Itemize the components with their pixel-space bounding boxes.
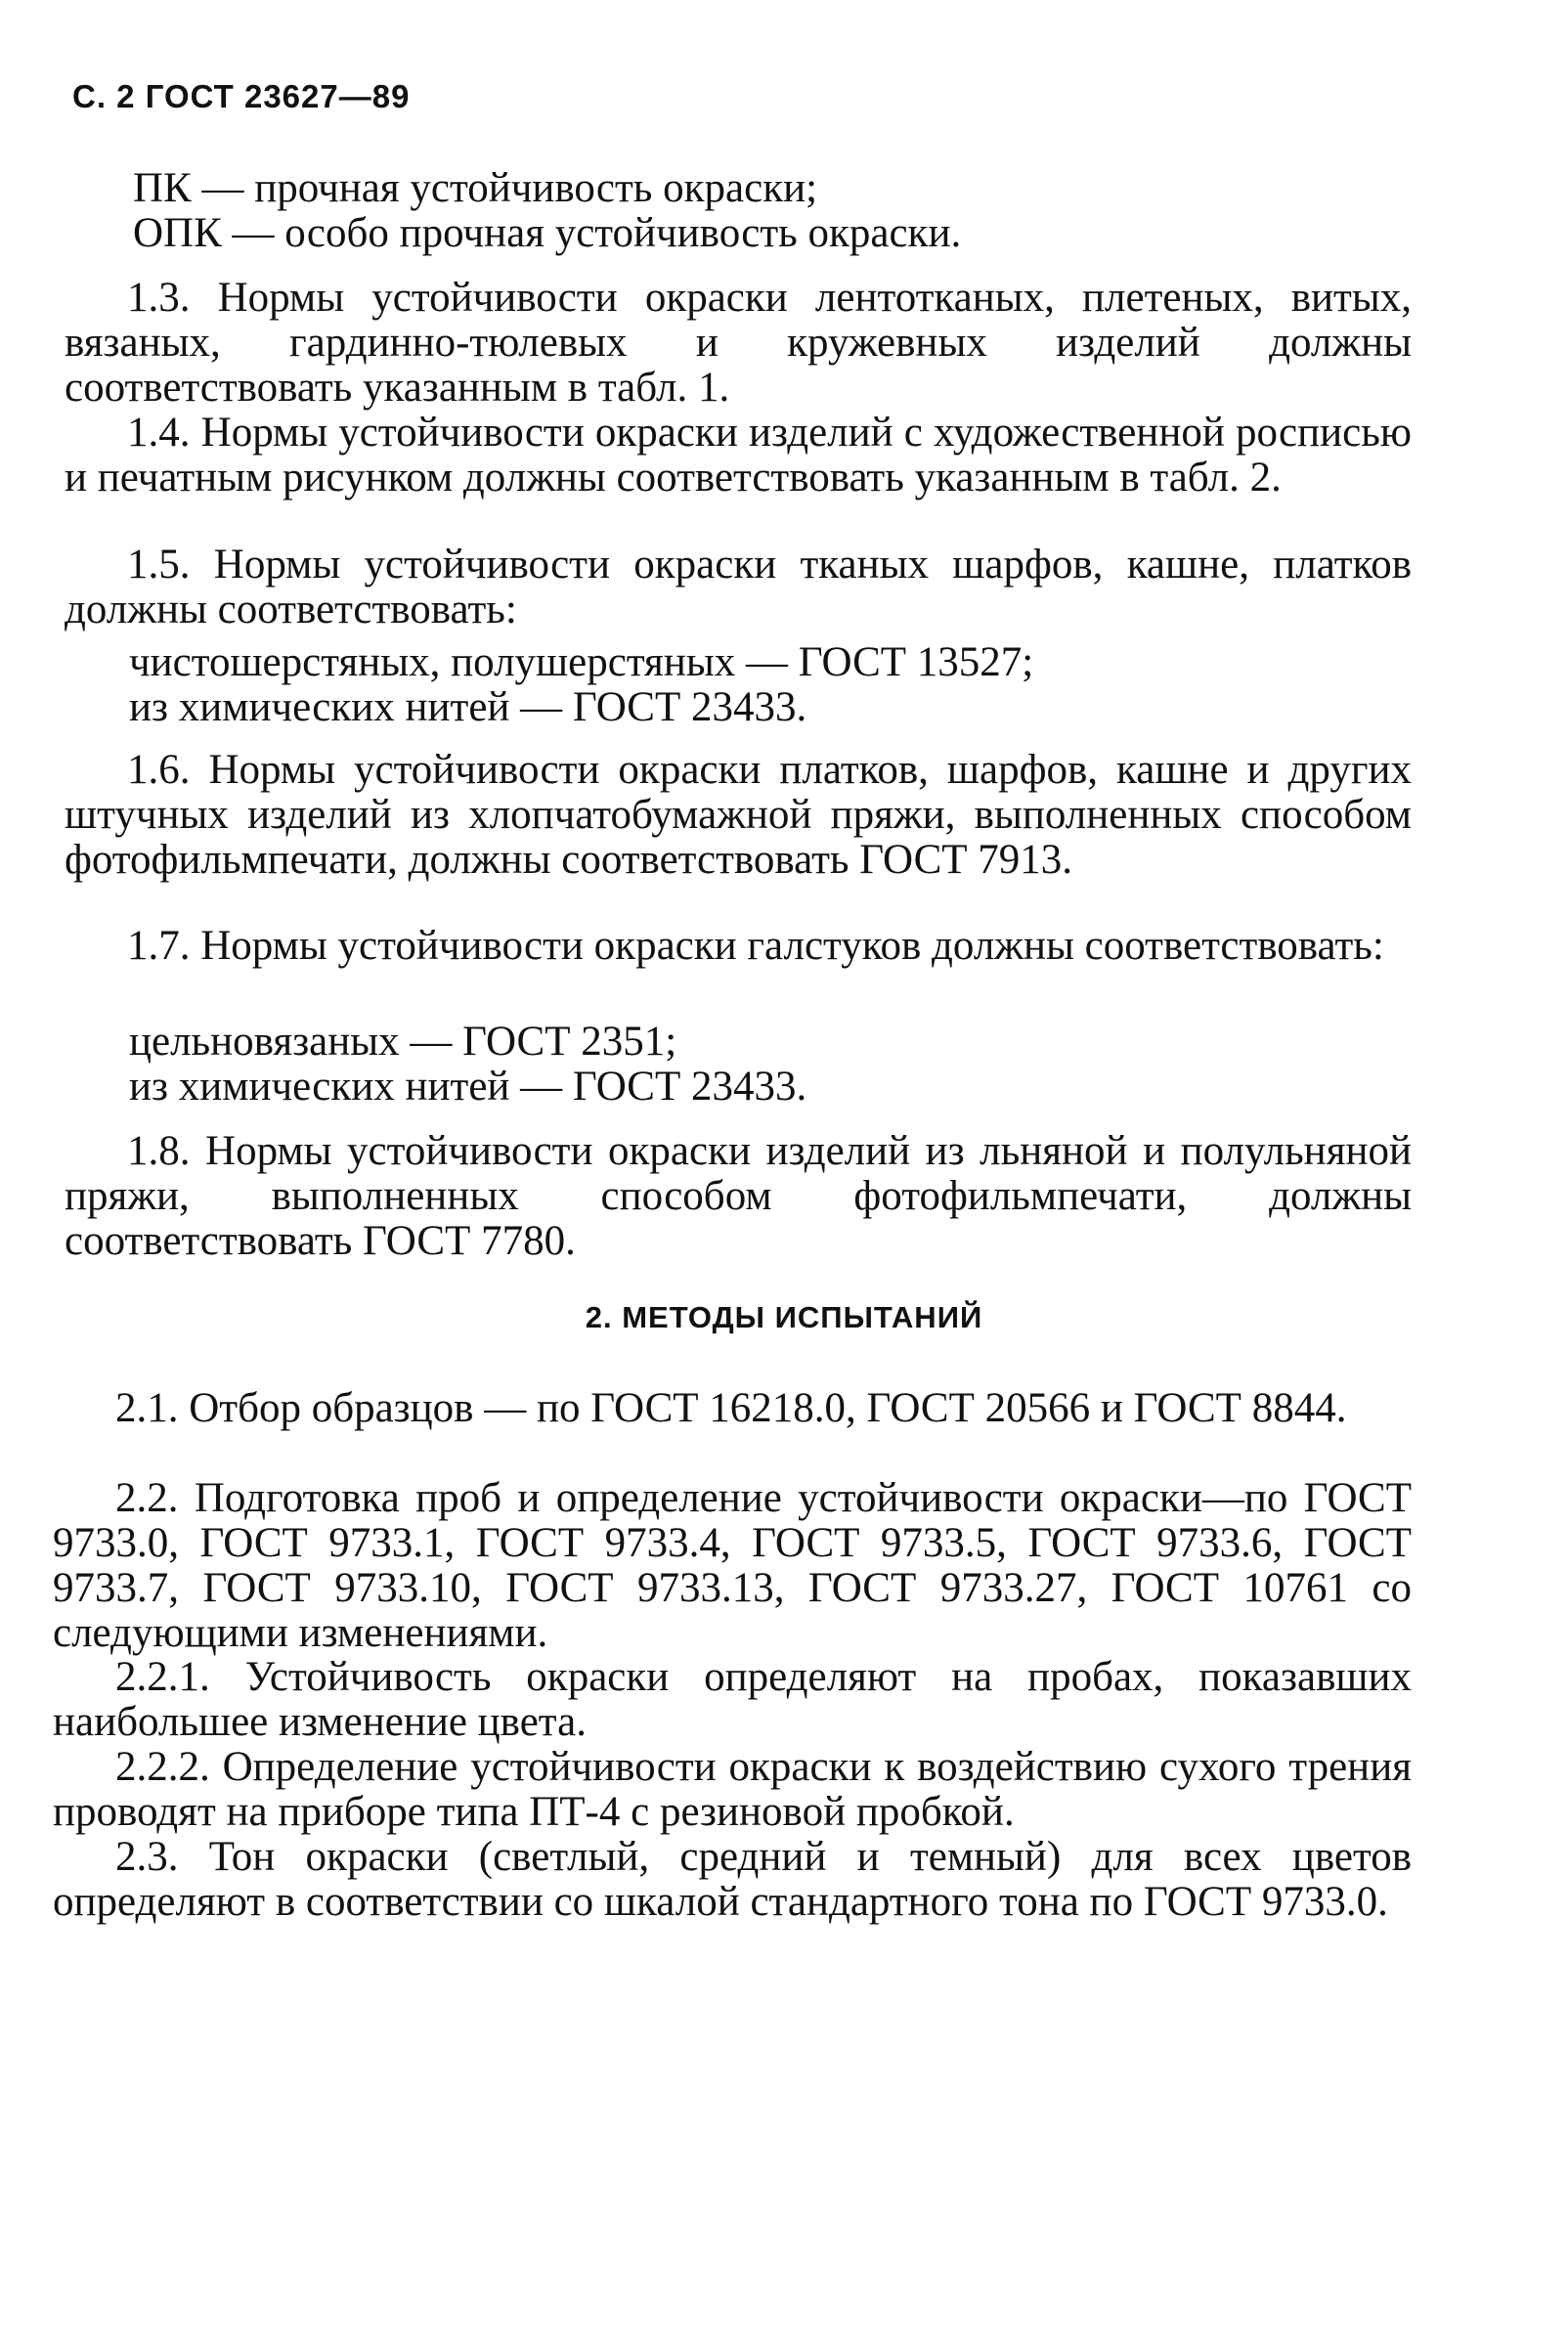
paragraph-1-7: 1.7. Нормы устойчивости окраски галстуков должны соответствовать: [127, 923, 1384, 969]
list-item: чистошерстяных, полушерстяных — ГОСТ 13527; [129, 639, 1034, 685]
paragraph-2-3: 2.3. Тон окраски (светлый, средний и темный) для всех цветов определяют в соответствии со шкалой стандартного тона по ГОСТ 9733.0. [53, 1834, 1412, 1925]
paragraph-2-2: 2.2. Подготовка проб и определение устойчивости окраски—по ГОСТ 9733.0, ГОСТ 9733.1, ГОСТ 9733.4, ГОСТ 9733.5, ГОСТ 9733.6, ГОСТ 9733.7, ГОСТ 9733.10, ГОСТ 9733.13, ГОСТ 9733.27, ГОСТ 10761 со следующими изменениями. [53, 1475, 1412, 1656]
paragraph-2-2-1: 2.2.1. Устойчивость окраски определяют на пробах, показавших наибольшее изменение цвета. [53, 1654, 1412, 1745]
paragraph-1-3: 1.3. Нормы устойчивости окраски лентотканых, плетеных, витых, вязаных, гардинно-тюлевых и кружевных изделий должны соответствовать указанным в табл. 1. [65, 275, 1412, 411]
list-1-7 [65, 1020, 1412, 1110]
definition-pk: ПК — прочная устойчивость окраски; [133, 165, 818, 211]
list-item: из химических нитей — ГОСТ 23433. [129, 684, 807, 730]
paragraph-1-4: 1.4. Нормы устойчивости окраски изделий с художественной росписью и печатным рисунком должны соответствовать указанным в табл. 2. [65, 410, 1412, 501]
paragraph-1-6: 1.6. Нормы устойчивости окраски платков, шарфов, кашне и других штучных изделий из хлопчатобумажной пряжи, выполненных способом фотофильмпечати, должны соответствовать ГОСТ 7913. [65, 747, 1412, 883]
section-title: 2. МЕТОДЫ ИСПЫТАНИЙ [585, 1300, 983, 1334]
paragraph-1-8: 1.8. Нормы устойчивости окраски изделий из льняной и полульняной пряжи, выполненных способом фотофильмпечати, должны соответствовать ГОСТ 7780. [65, 1128, 1412, 1264]
list-item: цельновязаных — ГОСТ 2351; [129, 1019, 677, 1065]
paragraph-1-5: 1.5. Нормы устойчивости окраски тканых шарфов, кашне, платков должны соответствовать: [65, 542, 1412, 632]
list-1-5 [65, 640, 1412, 730]
list-item: из химических нитей — ГОСТ 23433. [129, 1064, 807, 1110]
definitions [65, 166, 1412, 256]
paragraph-2-2-2: 2.2.2. Определение устойчивости окраски к воздействию сухого трения проводят на приборе типа ПТ-4 с резиновой пробкой. [53, 1744, 1412, 1835]
definition-opk: ОПК — особо прочная устойчивость окраски. [133, 210, 962, 256]
paragraph-2-1: 2.1. Отбор образцов — по ГОСТ 16218.0, ГОСТ 20566 и ГОСТ 8844. [115, 1385, 1347, 1431]
page-header: С. 2 ГОСТ 23627—89 [72, 78, 411, 114]
